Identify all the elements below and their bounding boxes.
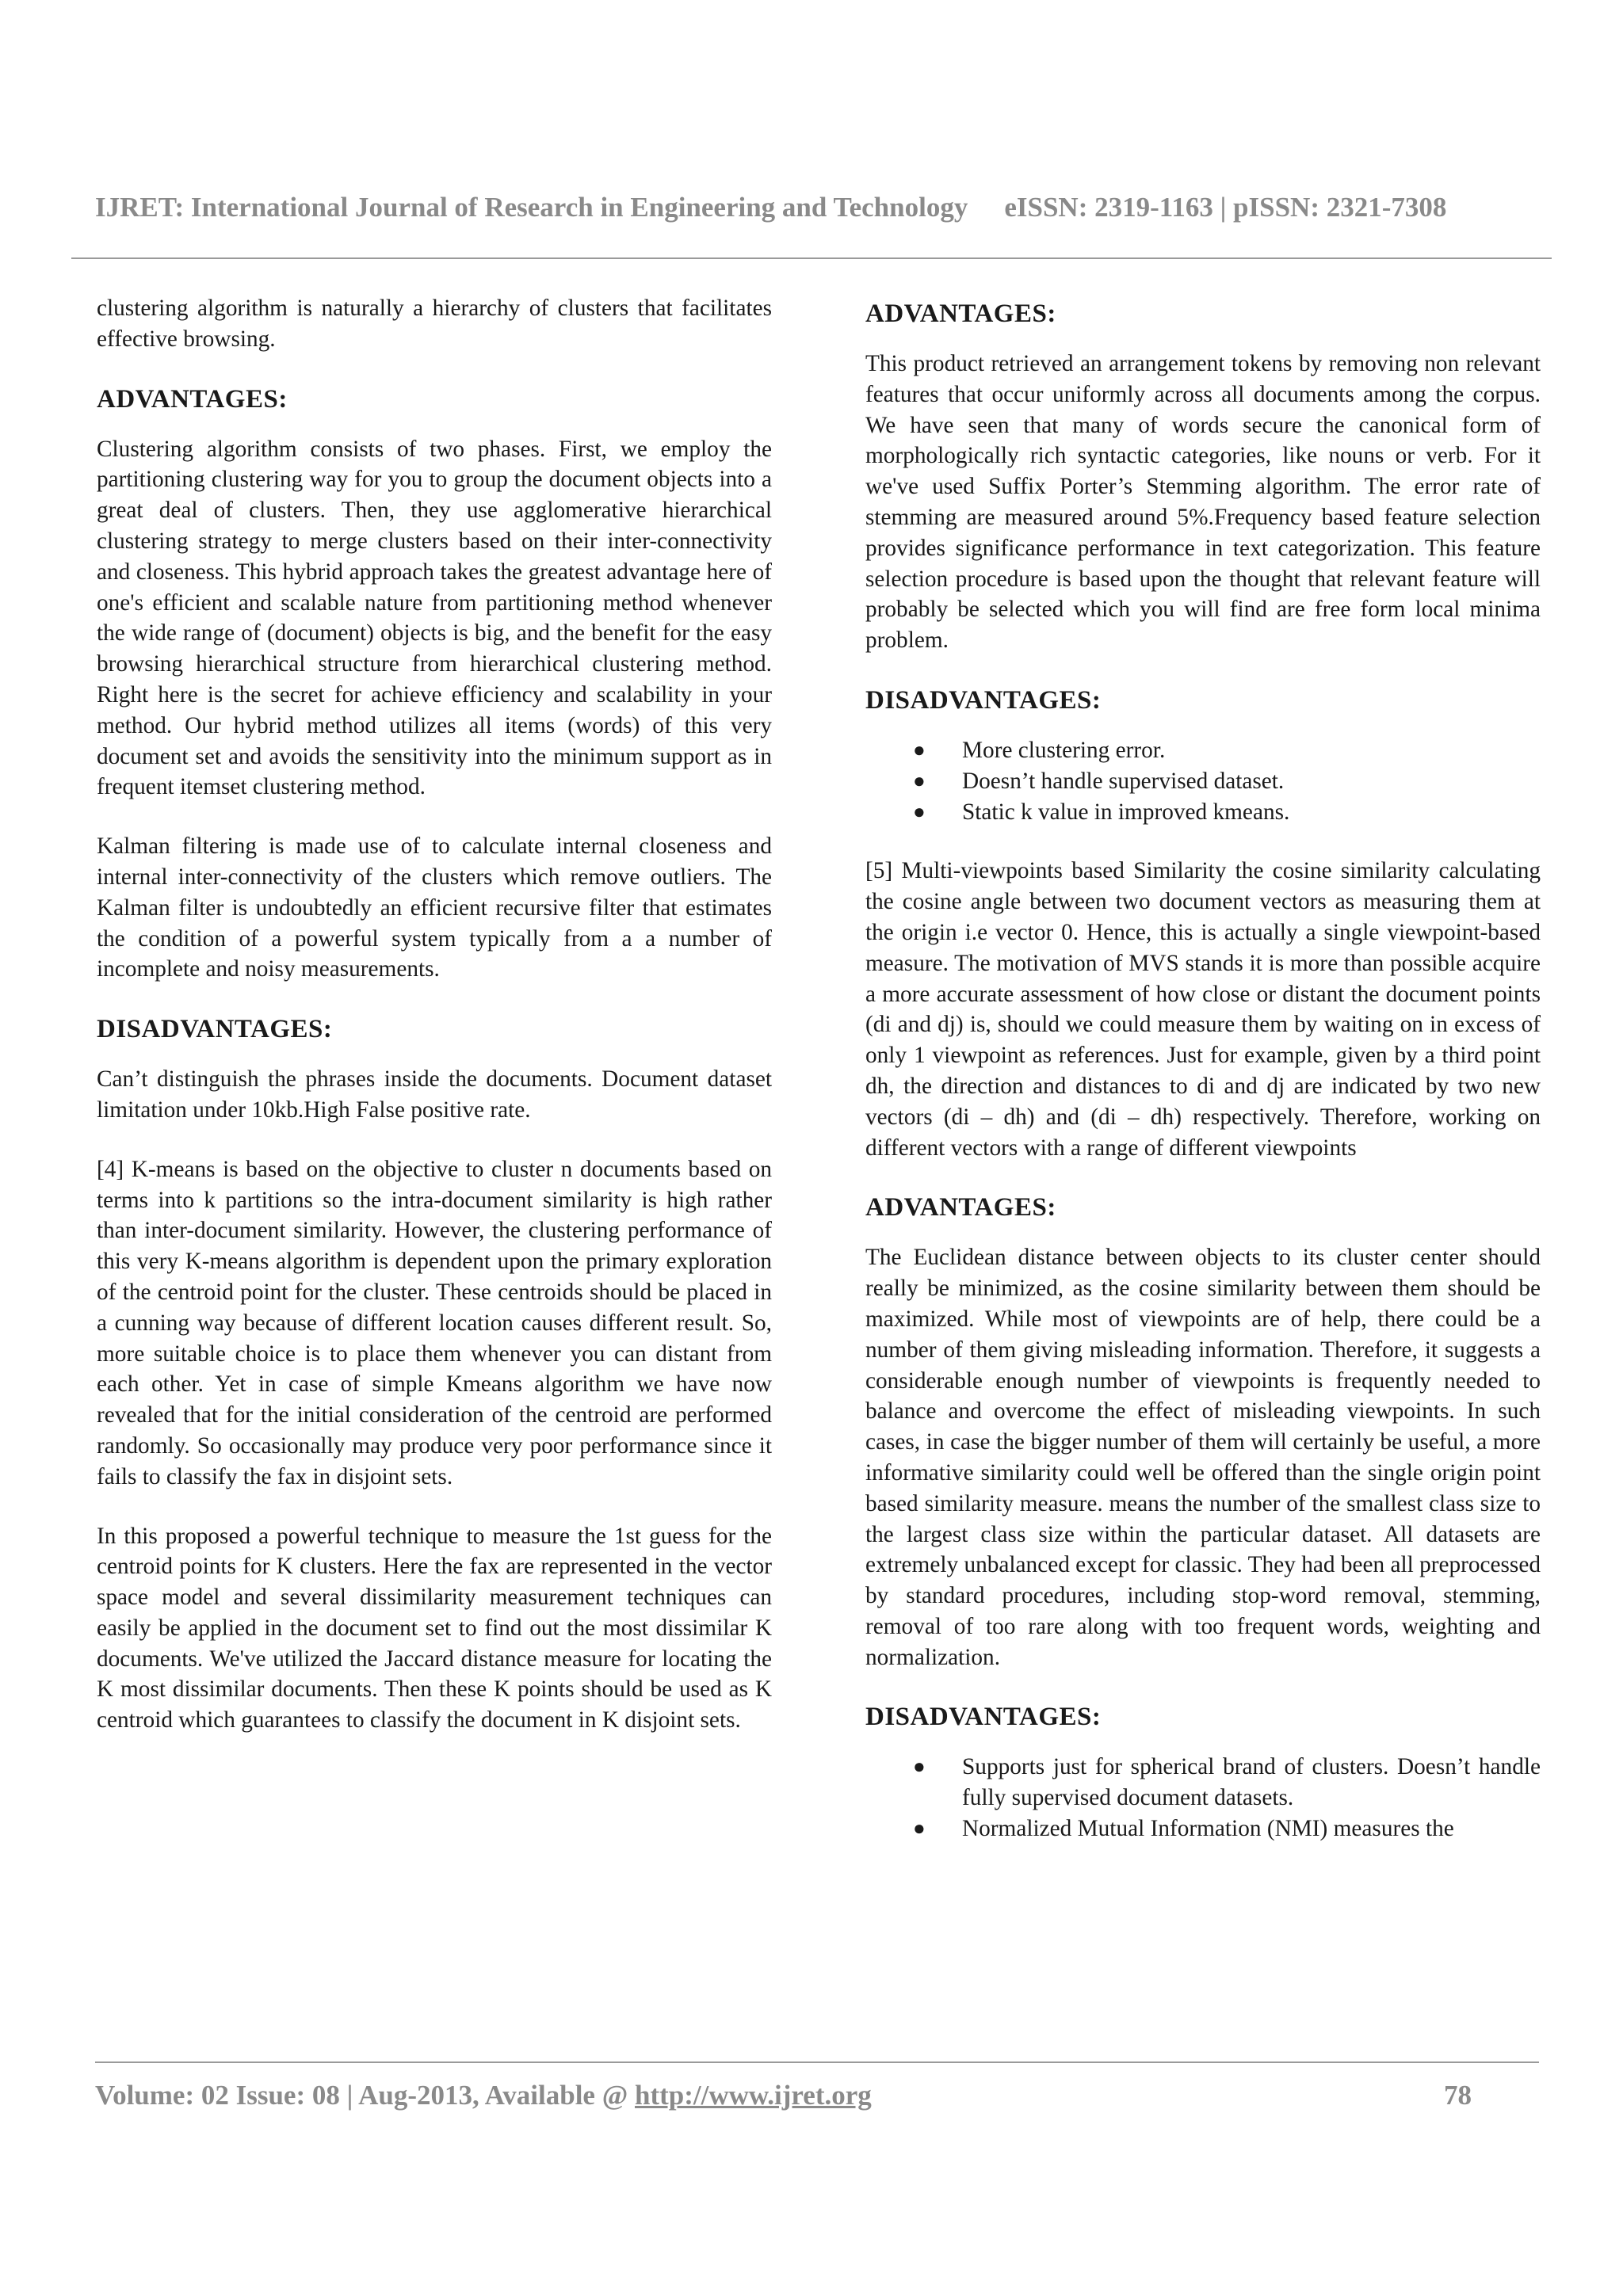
header-divider (71, 257, 1552, 259)
bullet-icon: ● (913, 1755, 926, 1779)
volume-info: Volume: 02 Issue: 08 | Aug-2013, Available @ (95, 2080, 636, 2111)
left-column (97, 293, 772, 1736)
feature-selection-paragraph: This product retrieved an arrangement tokens by removing non relevant features that occur uniformly across all documents among the corpus. We have seen that many of words secure the canonical form of morphologically rich syntactic categories, like nouns or verb. For it we've used Suffix Porter’s Stemming algorithm. The error rate of stemming are measured around 5%.Frequency based feature selection provides significance performance in text categorization. This feature selection procedure is based upon the thought that relevant feature will probably be selected which you will find are free form local minima problem. (865, 351, 1541, 654)
mvs-paragraph: [5] Multi-viewpoints based Similarity the cosine similarity calculating the cosine angle between two document vectors as measuring them at the origin i.e vector 0. Hence, this is actually a single viewpoint-based measure. The motivation of MVS stands it is more than possible acquire a more accurate assessment of how close or distant the document points (di and dj) is, should we could measure them by waiting on in excess of only 1 viewpoint as references. Just for example, given by a third point dh, the direction and distances to di and dj are indicated by two new vectors (di – dh) and (di – dh) respectively. Therefore, working on different vectors with a range of different viewpoints (865, 858, 1541, 1161)
intro-paragraph: clustering algorithm is naturally a hierarchy of clusters that facilitates effective browsing. (97, 296, 772, 352)
journal-title: IJRET: International Journal of Research in Engineering and Technology (95, 192, 968, 223)
list-item: ● Supports just for spherical brand of clusters. Doesn’t handle fully supervised document datasets. (865, 1752, 1541, 1814)
advantages-heading-1: ADVANTAGES: (865, 299, 1056, 328)
list-item: ● Static k value in improved kmeans. (865, 797, 1541, 828)
proposed-technique-paragraph: In this proposed a powerful technique to measure the 1st guess for the centroid points for K clusters. Here the fax are represented in the vector space model and several dissimilarity measurement techniques can easily be applied in the document set to find out the most dissimilar K documents. We've utilized the Jaccard distance measure for locating the K most dissimilar documents. Then these K points should be used as K centroid which guarantees to classify the document in K disjoint sets. (97, 1523, 772, 1733)
disadvantages-heading-1: DISADVANTAGES: (865, 685, 1102, 715)
running-footer (95, 2080, 1479, 2111)
disadvantages-list-1 (865, 735, 1541, 827)
disadvantages-heading-2: DISADVANTAGES: (865, 1703, 1102, 1732)
advantages-heading: ADVANTAGES: (97, 384, 288, 414)
bullet-icon: ● (913, 769, 926, 792)
kalman-paragraph: Kalman filtering is made use of to calculate internal closeness and internal inter-connectivity of the clusters which remove outliers. The Kalman filter is undoubtedly an efficient recursive filter that estimates the condition of a powerful system typically from a a number of incomplete and noisy measurements. (97, 833, 772, 982)
disadvantages-list-2 (865, 1752, 1541, 1844)
list-item: ● Normalized Mutual Information (NMI) measures the (865, 1814, 1541, 1844)
bullet-icon: ● (913, 799, 926, 823)
journal-issn: eISSN: 2319-1163 | pISSN: 2321-7308 (1004, 192, 1447, 223)
footer-divider (95, 2061, 1539, 2063)
bullet-icon: ● (913, 1817, 926, 1840)
disadvantages-paragraph: Can’t distinguish the phrases inside the documents. Document dataset limitation under 10kb.High False positive rate. (97, 1066, 772, 1123)
advantages-heading-2: ADVANTAGES: (865, 1193, 1056, 1222)
right-column (865, 298, 1541, 1844)
euclidean-paragraph: The Euclidean distance between objects to its cluster center should really be minimized, as the cosine similarity between them should be maximized. While most of viewpoints are of help, there could be a number of them giving misleading information. Therefore, it suggests a considerable enough number of viewpoints is frequently needed to balance and overcome the effect of misleading viewpoints. In such cases, in case the bigger number of them will certainly be useful, a more informative similarity could well be offered than the single origin point based similarity measure. means the number of the smallest class size to the largest class size within the particular dataset. All datasets are extremely unbalanced except for classic. They had been all preprocessed by standard procedures, including stop-word removal, stemming, removal of too rare along with too frequent words, weighting and normalization. (865, 1245, 1541, 1670)
kmeans-paragraph: [4] K-means is based on the objective to cluster n documents based on terms into k partitions so the intra-document similarity is high rather than inter-document similarity. However, the clustering performance of this very K-means algorithm is dependent upon the primary exploration of the centroid point for the cluster. These centroids should be placed in a cunning way because of different location causes different result. So, more suitable choice is to place them whenever you can distant from each other. Yet in case of simple Kmeans algorithm we have now revealed that for the initial consideration of the centroid are performed randomly. So occasionally may produce very poor performance since it fails to classify the fax in disjoint sets. (97, 1156, 772, 1489)
page-number: 78 (1444, 2080, 1472, 2111)
journal-url-link[interactable]: http://www.ijret.org (635, 2080, 872, 2111)
bullet-icon: ● (913, 738, 926, 761)
disadvantages-heading: DISADVANTAGES: (97, 1015, 333, 1044)
running-header (95, 192, 1534, 223)
advantages-paragraph: Clustering algorithm consists of two phases. First, we employ the partitioning clustering way for you to group the document objects into a great deal of clusters. Then, they use agglomerative hierarchical clustering strategy to merge clusters based on their inter-connectivity and closeness. This hybrid approach takes the greatest advantage here of one's efficient and scalable nature from partitioning method whenever the wide range of (document) objects is big, and the benefit for the easy browsing hierarchical structure from hierarchical clustering method. Right here is the secret for achieve efficiency and scalability in your method. Our hybrid method utilizes all items (words) of this very document set and avoids the sensitivity into the minimum support as in frequent itemset clustering method. (97, 436, 772, 800)
list-item: ● More clustering error. (865, 735, 1541, 766)
list-item: ● Doesn’t handle supervised dataset. (865, 766, 1541, 797)
